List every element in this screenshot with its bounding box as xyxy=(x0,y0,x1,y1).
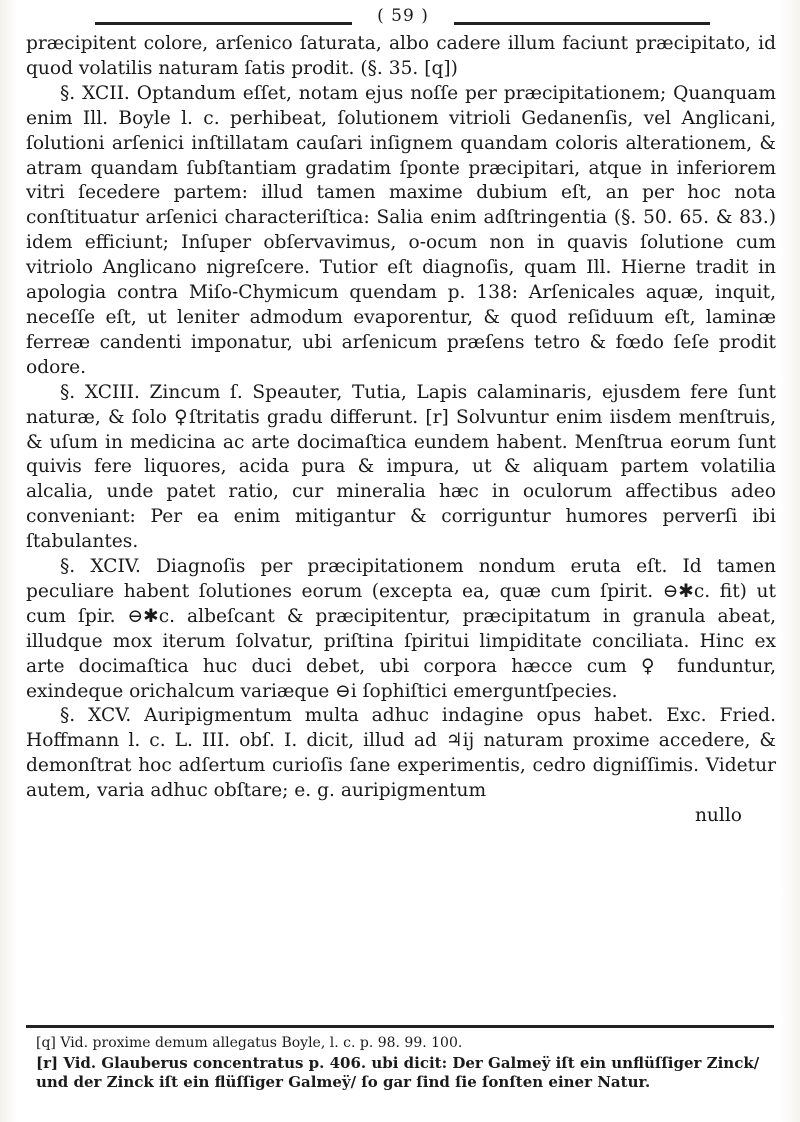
paragraph-section-93: §. XCIII. Zincum ſ. Speauter, Tutia, Lapis calaminaris, ejusdem fere ſunt naturæ, & ſolo ♀ſtritatis gradu differunt. [r] Solvuntur enim iisdem menſtruis, & uſum in medicina ac arte docimaſtica eundem habent. Menſtrua eorum ſunt quivis fere liquores, acida pura & impura, ut & aliquam partem volatilia alcalia, unde patet ratio, cur mineralia hæc in oculorum affectibus adeo conveniant: Per ea enim mitigantur & corriguntur humores perverſi ibi ſtabulantes. xyxy=(26,381,776,553)
footnote-r: [r] Vid. Glauberus concentratus p. 406. ubi dicit: Der Galmeÿ iſt ein unflüſſiger Zinck/ und der Zinck iſt ein flüſſiger Galmeÿ/ ſo gar ſind ſie ſonſten einer Natur. xyxy=(36,1054,760,1091)
footnote-rule xyxy=(26,1025,774,1028)
paragraph-section-95: §. XCV. Auripigmentum multa adhuc indagine opus habet. Exc. Fried. Hoffmann l. c. L. III. obſ. I. dicit, illud ad ♃ij naturam proxime accedere, & demonſtrat hoc adſertum curioſis ſane experimentis, cedro digniſſimis. Videtur autem, varia adhuc obſtare; e. g. auripigmentum xyxy=(26,705,776,802)
paragraph-section-92: §. XCII. Optandum eſſet, notam ejus noſſe per præcipitationem; Quanquam enim Ill. Boyle l. c. perhibeat, ſolutionem vitrioli Gedanenſis, vel Anglicani, ſolutioni arſenici inſtillatam cauſari inſignem quandam coloris alterationem, & atram quandam ſubſtantiam gradatim ſponte præcipitari, atque in inferiorem vitri ſecedere partem: illud tamen maxime dubium eſt, an per hoc nota conſtituatur arſenici characteriſtica: Salia enim adſtringentia (§. 50. 65. & 83.) idem efficiunt; Inſuper obſervavimus, o-ocum non in quavis ſolutione cum vitriolo Anglicano nigreſcere. Tutior eſt diagnoſis, quam Ill. Hierne tradit in apologia contra Miſo-Chymicum quendam p. 138: Arſenicales aquæ, inquit, neceſſe eſt, ut leniter admodum evaporentur, & quod reſiduum eſt, laminæ ferreæ candenti imponatur, ubi arſenicum præſens tetro & fœdo ſeſe prodit odore. xyxy=(26,82,776,378)
paragraph-continuation: præcipitent colore, arſenico ſaturata, albo cadere illum faciunt præcipitato, id quod volatilis naturam ſatis prodit. (§. 35. [q]) xyxy=(26,33,776,79)
paragraph-section-94: §. XCIV. Diagnoſis per præcipitationem nondum eruta eſt. Id tamen peculiare habent ſolutiones eorum (excepta ea, quæ cum ſpirit. ⊖✱c. fit) ut cum ſpir. ⊖✱c. albeſcant & præcipitentur, præcipitatum in granula abeat, illudque mox iterum ſolvatur, priſtina ſpiritui limpiditate conciliata. Hinc ex arte docimaſtica huc duci debet, ubi corpora hæcce cum ♀ funduntur, exindeque orichalcum variæque ⊖i ſophiſtici emerguntſpecies. xyxy=(26,556,776,702)
footnote-q: [q] Vid. proxime demum allegatus Boyle, l. c. p. 98. 99. 100. xyxy=(36,1035,463,1051)
page-number: ( 59 ) xyxy=(352,6,454,26)
catchword: nullo xyxy=(694,805,742,827)
footnotes xyxy=(26,1034,776,1093)
main-text xyxy=(26,32,776,829)
